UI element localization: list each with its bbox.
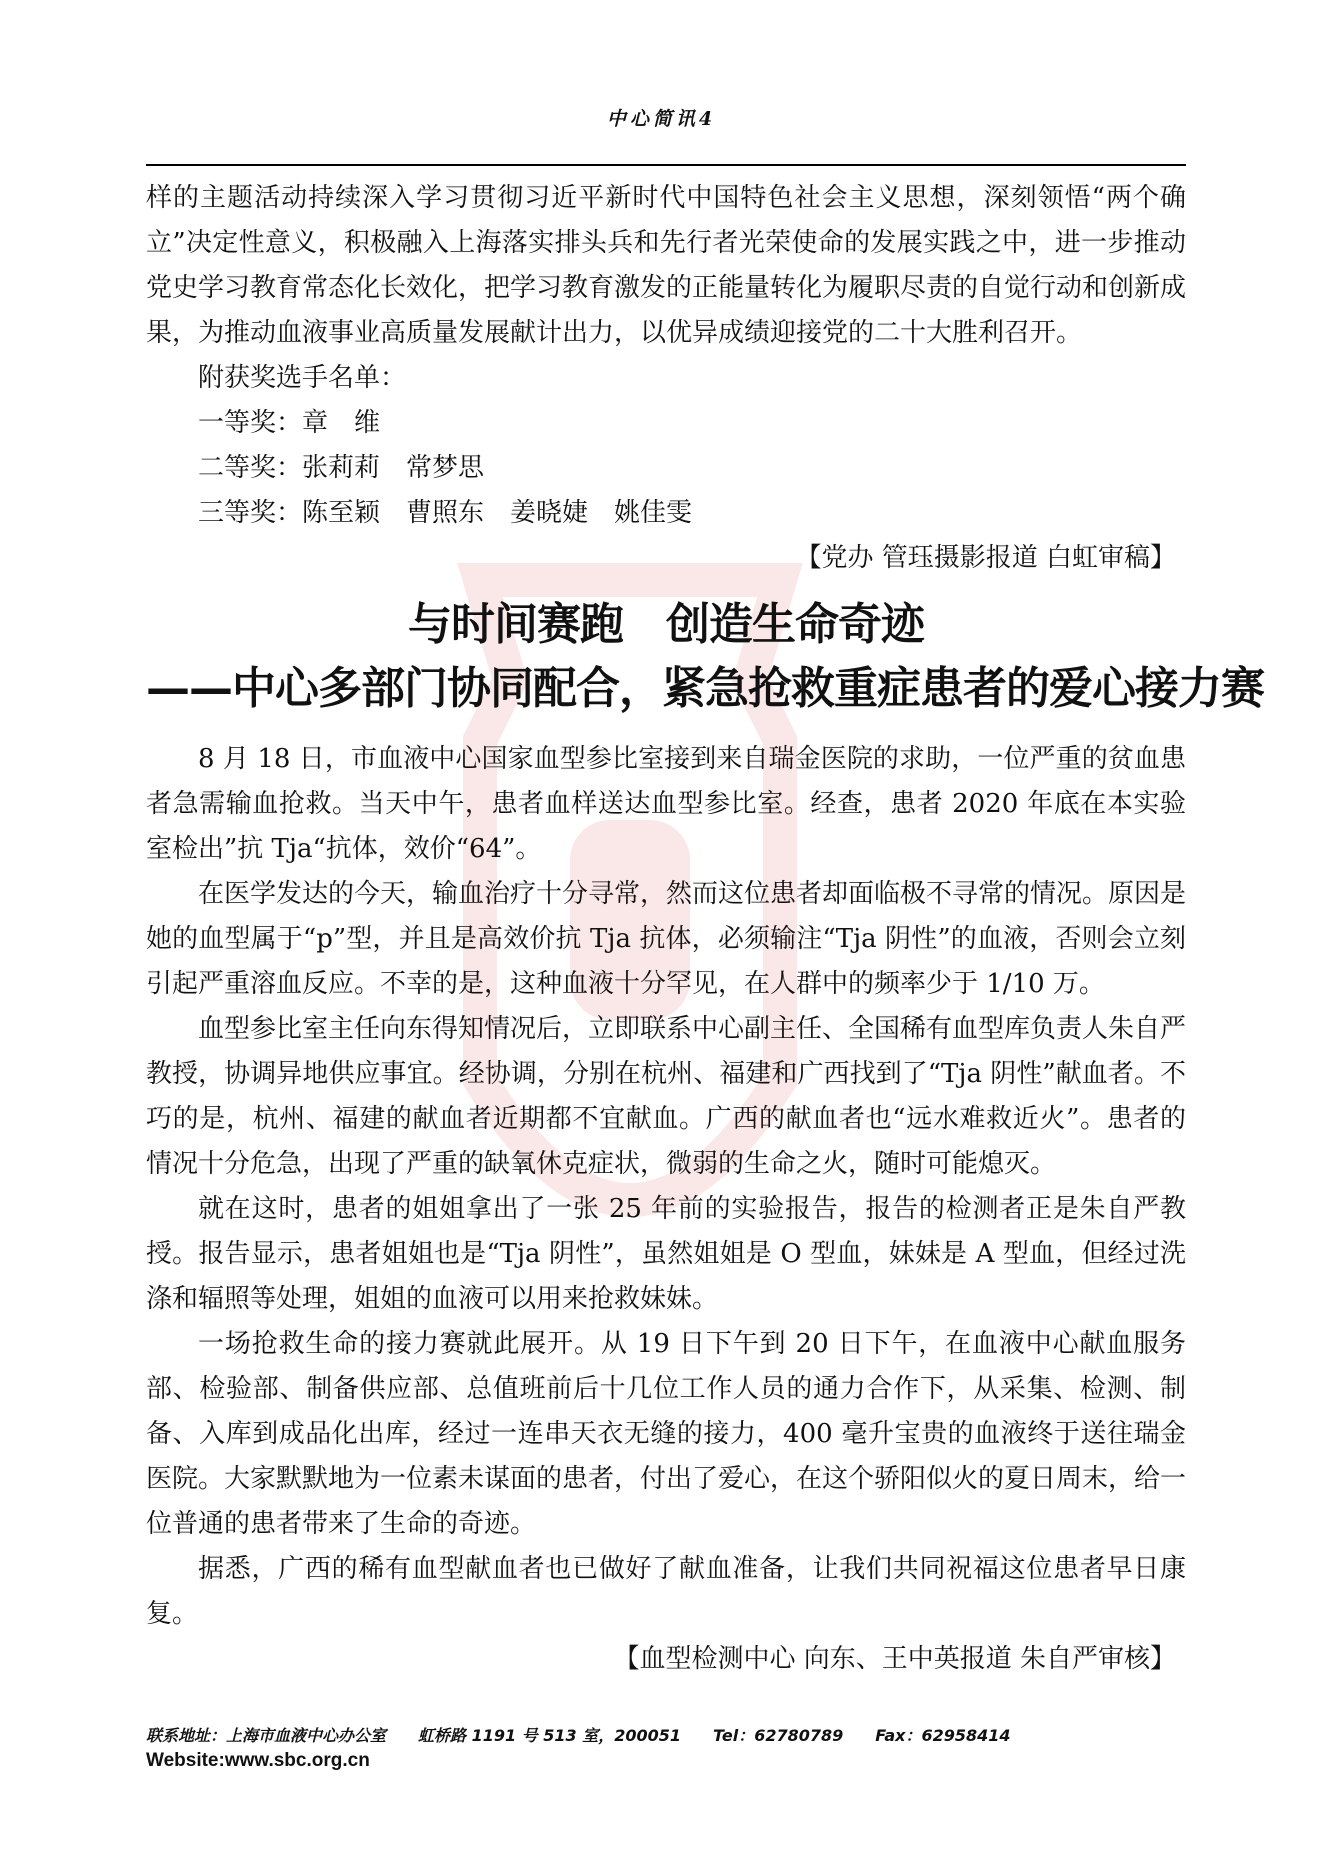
winner-first-prize: 一等奖：章 维 — [198, 408, 381, 438]
article2-title — [146, 593, 1264, 721]
article2-paragraph: 在医学发达的今天，输血治疗十分寻常，然而这位患者却面临极不寻常的情况。原因是她的血型属于“p”型，并且是高效价抗 Tja 抗体，必须输注“Tja 阴性”的血液，否则会立刻引起严重溶血反应。不幸的是，这种血液十分罕见，在人群中的频率少于 1/10 万。 — [146, 879, 1187, 999]
winner-second-prize: 二等奖：张莉莉 常梦思 — [198, 453, 485, 483]
article2-credit: 【血型检测中心 向东、王中英报道 朱自严审核】 — [613, 1644, 1176, 1674]
header-divider — [146, 164, 1186, 166]
article1-continued-paragraph: 样的主题活动持续深入学习贯彻习近平新时代中国特色社会主义思想，深刻领悟“两个确立”决定性意义，积极融入上海落实排头兵和先行者光荣使命的发展实践之中，进一步推动党史学习教育常态化长效化，把学习教育激发的正能量转化为履职尽责的自觉行动和创新成果，为推动血液事业高质量发展献计出力，以优异成绩迎接党的二十大胜利召开。 — [146, 183, 1187, 348]
article2-paragraph: 8 月 18 日，市血液中心国家血型参比室接到来自瑞金医院的求助，一位严重的贫血患者急需输血抢救。当天中午，患者血样送达血型参比室。经查，患者 2020 年底在本实验室检出”抗 Tja“抗体，效价“64”。 — [146, 744, 1186, 864]
footer-contact: 联系地址：上海市血液中心办公室 虹桥路 1191 号 513 室，200051 Tel：62780789 Fax：62958414 — [146, 1726, 1011, 1745]
article2-title-line1: 与时间赛跑 创造生命奇迹 — [408, 599, 924, 650]
article2-paragraph: 一场抢救生命的接力赛就此展开。从 19 日下午到 20 日下午，在血液中心献血服务部、检验部、制备供应部、总值班前后十几位工作人员的通力合作下，从采集、检测、制备、入库到成品化出库，经过一连串天衣无缝的接力，400 毫升宝贵的血液终于送往瑞金医院。大家默默地为一位素未谋面的患者，付出了爱心，在这个骄阳似火的夏日周末，给一位普通的患者带来了生命的奇迹。 — [146, 1329, 1187, 1539]
page-footer — [146, 1724, 1186, 1774]
page-header: 中心简讯4 — [606, 108, 717, 130]
article2-title-line2: ——中心多部门协同配合，紧急抢救重症患者的爱心接力赛 — [146, 663, 1264, 714]
article2-paragraph: 血型参比室主任向东得知情况后，立即联系中心副主任、全国稀有血型库负责人朱自严教授，协调异地供应事宜。经协调，分别在杭州、福建和广西找到了“Tja 阴性”献血者。不巧的是，杭州、福建的献血者近期都不宜献血。广西的献血者也“远水难救近火”。患者的情况十分危急，出现了严重的缺氧休克症状，微弱的生命之火，随时可能熄灭。 — [146, 1014, 1187, 1179]
article2-paragraph: 据悉，广西的稀有血型献血者也已做好了献血准备，让我们共同祝福这位患者早日康复。 — [146, 1554, 1186, 1629]
winner-third-prize: 三等奖：陈至颖 曹照东 姜晓婕 姚佳雯 — [198, 498, 693, 528]
article1-credit: 【党办 管珏摄影报道 白虹审稿】 — [795, 543, 1176, 573]
footer-website: Website:www.sbc.org.cn — [146, 1750, 370, 1771]
page-content — [146, 176, 1264, 1682]
winners-heading: 附获奖选手名单： — [198, 363, 407, 393]
article2-paragraph: 就在这时，患者的姐姐拿出了一张 25 年前的实验报告，报告的检测者正是朱自严教授。报告显示，患者姐姐也是“Tja 阴性”，虽然姐姐是 O 型血，妹妹是 A 型血，但经过洗涤和辐照等处理，姐姐的血液可以用来抢救妹妹。 — [146, 1194, 1186, 1314]
